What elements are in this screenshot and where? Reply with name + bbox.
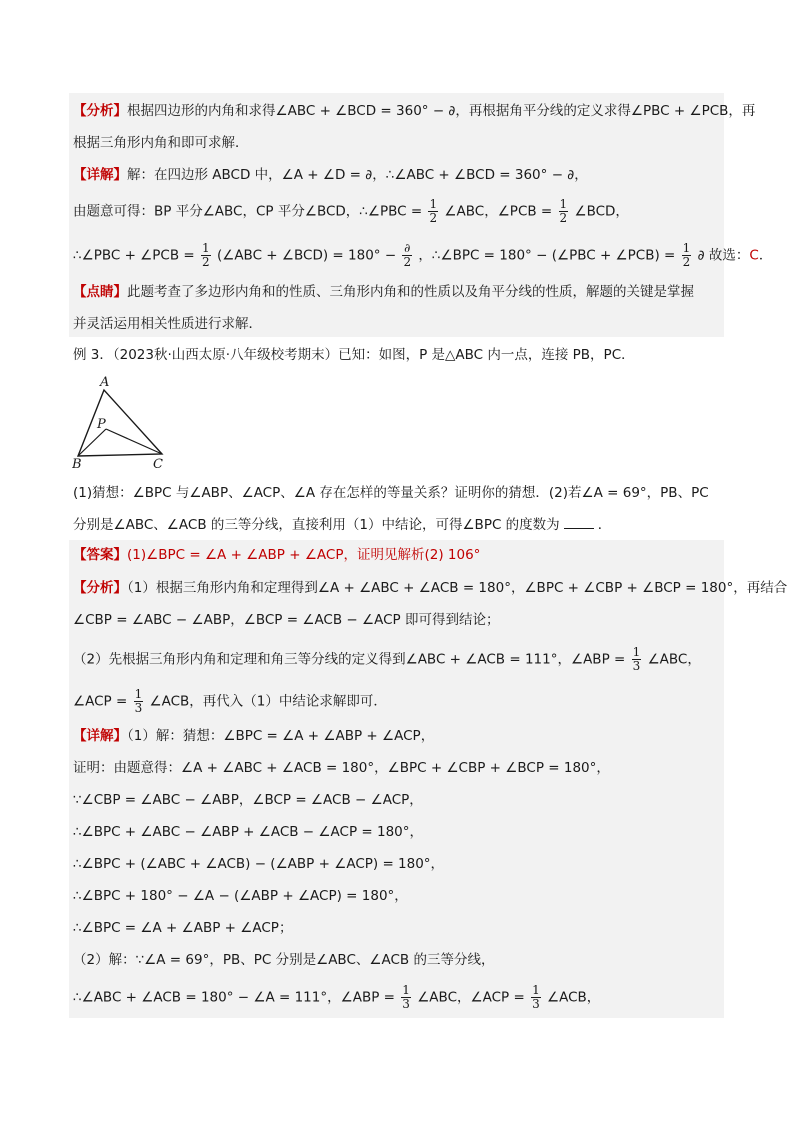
detail-text: ∵∠CBP = ∠ABC − ∠ABP，∠BCP = ∠ACB − ∠ACP， <box>73 792 423 808</box>
comment-text: 此题考查了多边形内角和的性质、三角形内角和的性质以及角平分线的性质，解题的关键是掌握 <box>127 284 694 300</box>
analysis-text: ∠ACP = <box>73 693 128 710</box>
fraction <box>559 198 569 225</box>
answer-tag: 【答案】 <box>73 547 127 563</box>
example-title <box>73 345 635 365</box>
numerator: 1 <box>134 687 143 701</box>
detail2-line-3 <box>73 790 423 810</box>
detail2-line-7 <box>73 918 292 938</box>
comment-text: 并灵活运用相关性质进行求解． <box>73 316 262 332</box>
label-b: B <box>72 457 82 472</box>
analysis-tag: 【分析】 <box>73 580 127 596</box>
comment-tag: 【点睛】 <box>73 284 127 300</box>
analysis-line-1 <box>73 101 755 121</box>
detail-text: ． <box>758 247 773 264</box>
fraction <box>201 242 211 269</box>
detail-tag: 【详解】 <box>73 167 127 183</box>
analysis2-line-2 <box>73 610 499 630</box>
detail-line-2 <box>73 198 629 225</box>
analysis-line-2 <box>73 133 249 153</box>
fraction <box>632 646 642 673</box>
detail-text: ∴∠BPC + 180° − ∠A − (∠ABP + ∠ACP) = 180°， <box>73 888 408 904</box>
detail-text: ∴∠PBC + ∠PCB = <box>73 247 195 264</box>
analysis2-line-1 <box>73 578 787 598</box>
denominator: 3 <box>402 997 410 1011</box>
analysis-text: （2）先根据三角形内角和定理和角三等分线的定义得到∠ABC + ∠ACB = 111°，∠ABP = <box>73 651 626 668</box>
numerator: 1 <box>632 645 641 659</box>
fraction <box>402 242 412 269</box>
answer-line <box>73 545 480 565</box>
triangle-figure <box>72 372 172 472</box>
numerator: ∂ <box>404 241 411 255</box>
analysis2-line-4 <box>73 688 387 715</box>
numerator: 1 <box>402 983 410 997</box>
detail2-line-9 <box>73 984 600 1011</box>
question-text: 分别是∠ABC、∠ACB 的三等分线，直接利用（1）中结论，可得∠BPC 的度数为 <box>73 517 560 533</box>
detail2-line-5 <box>73 854 444 874</box>
detail-text: 证明：由题意得：∠A + ∠ABC + ∠ACB = 180°，∠BPC + ∠CBP + ∠BCP = 180°， <box>73 760 610 776</box>
numerator: 1 <box>559 197 568 211</box>
question-line-1 <box>73 483 709 503</box>
analysis-text: ∠ACB，再代入（1）中结论求解即可． <box>149 693 387 710</box>
question-line-2 <box>73 514 611 535</box>
example-title-text: 例 3．（2023秋·山西太原·八年级校考期末）已知：如图，P 是△ABC 内一点，连接 PB，PC． <box>73 347 635 363</box>
denominator: 2 <box>429 211 438 225</box>
fraction <box>531 984 541 1011</box>
segment-pc <box>106 429 162 454</box>
analysis-text: 根据四边形的内角和求得∠ABC + ∠BCD = 360° − ∂，再根据角平分线的定义求得∠PBC + ∠PCB，再 <box>127 103 756 119</box>
detail-text: （1）解：猜想：∠BPC = ∠A + ∠ABP + ∠ACP， <box>127 728 435 744</box>
detail-text: ∴∠BPC + (∠ABC + ∠ACB) − (∠ABP + ∠ACP) = 180°， <box>73 856 445 872</box>
denominator: 2 <box>403 255 412 269</box>
detail-line-3 <box>73 242 772 269</box>
detail-tag: 【详解】 <box>73 728 127 744</box>
analysis2-line-3 <box>73 646 701 673</box>
fraction <box>682 242 692 269</box>
detail-text: ∴∠ABC + ∠ACB = 180° − ∠A = 111°，∠ABP = <box>73 989 395 1006</box>
detail-text: ，∴∠BPC = 180° − (∠PBC + ∠PCB) = <box>418 247 676 264</box>
detail-text: （2）解：∵∠A = 69°，PB、PC 分别是∠ABC、∠ACB 的三等分线， <box>73 952 495 968</box>
detail-text: ∠BCD， <box>574 203 629 220</box>
detail2-line-6 <box>73 886 408 906</box>
detail-text: ∠ABC，∠ACP = <box>417 989 525 1006</box>
detail-text: 由题意可得：BP 平分∠ABC，CP 平分∠BCD，∴∠PBC = <box>73 203 423 220</box>
analysis-text: （1）根据三角形内角和定理得到∠A + ∠ABC + ∠ACB = 180°，∠BPC + ∠CBP + ∠BCP = 180°，再结合 <box>127 580 788 596</box>
analysis-text: 根据三角形内角和即可求解． <box>73 135 249 151</box>
detail-text: ∂ 故选： <box>697 247 750 264</box>
denominator: 3 <box>632 659 641 673</box>
numerator: 1 <box>202 241 210 255</box>
detail-line-1 <box>73 165 588 185</box>
detail-text: ∠ABC，∠PCB = <box>444 203 553 220</box>
denominator: 2 <box>202 255 210 269</box>
denominator: 3 <box>532 997 540 1011</box>
denominator: 3 <box>134 701 143 715</box>
question-text: ． <box>597 517 612 533</box>
fraction <box>401 984 411 1011</box>
detail-text: ∴∠BPC = ∠A + ∠ABP + ∠ACP； <box>73 920 293 936</box>
numerator: 1 <box>429 197 438 211</box>
analysis-text: ∠CBP = ∠ABC − ∠ABP，∠BCP = ∠ACB − ∠ACP 即可得到结论； <box>73 612 500 628</box>
detail-text: ∠ACB， <box>547 989 601 1006</box>
answer-choice: C <box>749 247 759 264</box>
detail2-line-2 <box>73 758 610 778</box>
answer-text: (1)∠BPC = ∠A + ∠ABP + ∠ACP，证明见解析(2) 106° <box>127 547 481 563</box>
detail-text: (∠ABC + ∠BCD) = 180° − <box>216 247 397 264</box>
denominator: 2 <box>559 211 568 225</box>
comment-line-2 <box>73 314 262 334</box>
numerator: 1 <box>532 983 540 997</box>
numerator: 1 <box>682 241 691 255</box>
label-a: A <box>100 375 110 390</box>
question-text: (1)猜想：∠BPC 与∠ABP、∠ACP、∠A 存在怎样的等量关系？证明你的猜想．(2)若∠A = 69°，PB、PC <box>73 485 709 501</box>
answer-blank <box>564 514 594 529</box>
comment-line-1 <box>73 282 694 302</box>
fraction <box>428 198 438 225</box>
detail2-line-8 <box>73 950 494 970</box>
label-p: P <box>97 417 106 432</box>
fraction <box>134 688 144 715</box>
detail-text: ∴∠BPC + ∠ABC − ∠ABP + ∠ACB − ∠ACP = 180°， <box>73 824 423 840</box>
analysis-tag: 【分析】 <box>73 103 127 119</box>
segment-pb <box>78 429 106 456</box>
label-c: C <box>153 457 163 472</box>
triangle-abc <box>78 390 162 456</box>
denominator: 2 <box>682 255 691 269</box>
detail-text: 解：在四边形 ABCD 中，∠A + ∠D = ∂，∴∠ABC + ∠BCD = 360° − ∂， <box>127 167 588 183</box>
detail2-line-4 <box>73 822 423 842</box>
detail2-line-1 <box>73 726 434 746</box>
analysis-text: ∠ABC， <box>647 651 701 668</box>
